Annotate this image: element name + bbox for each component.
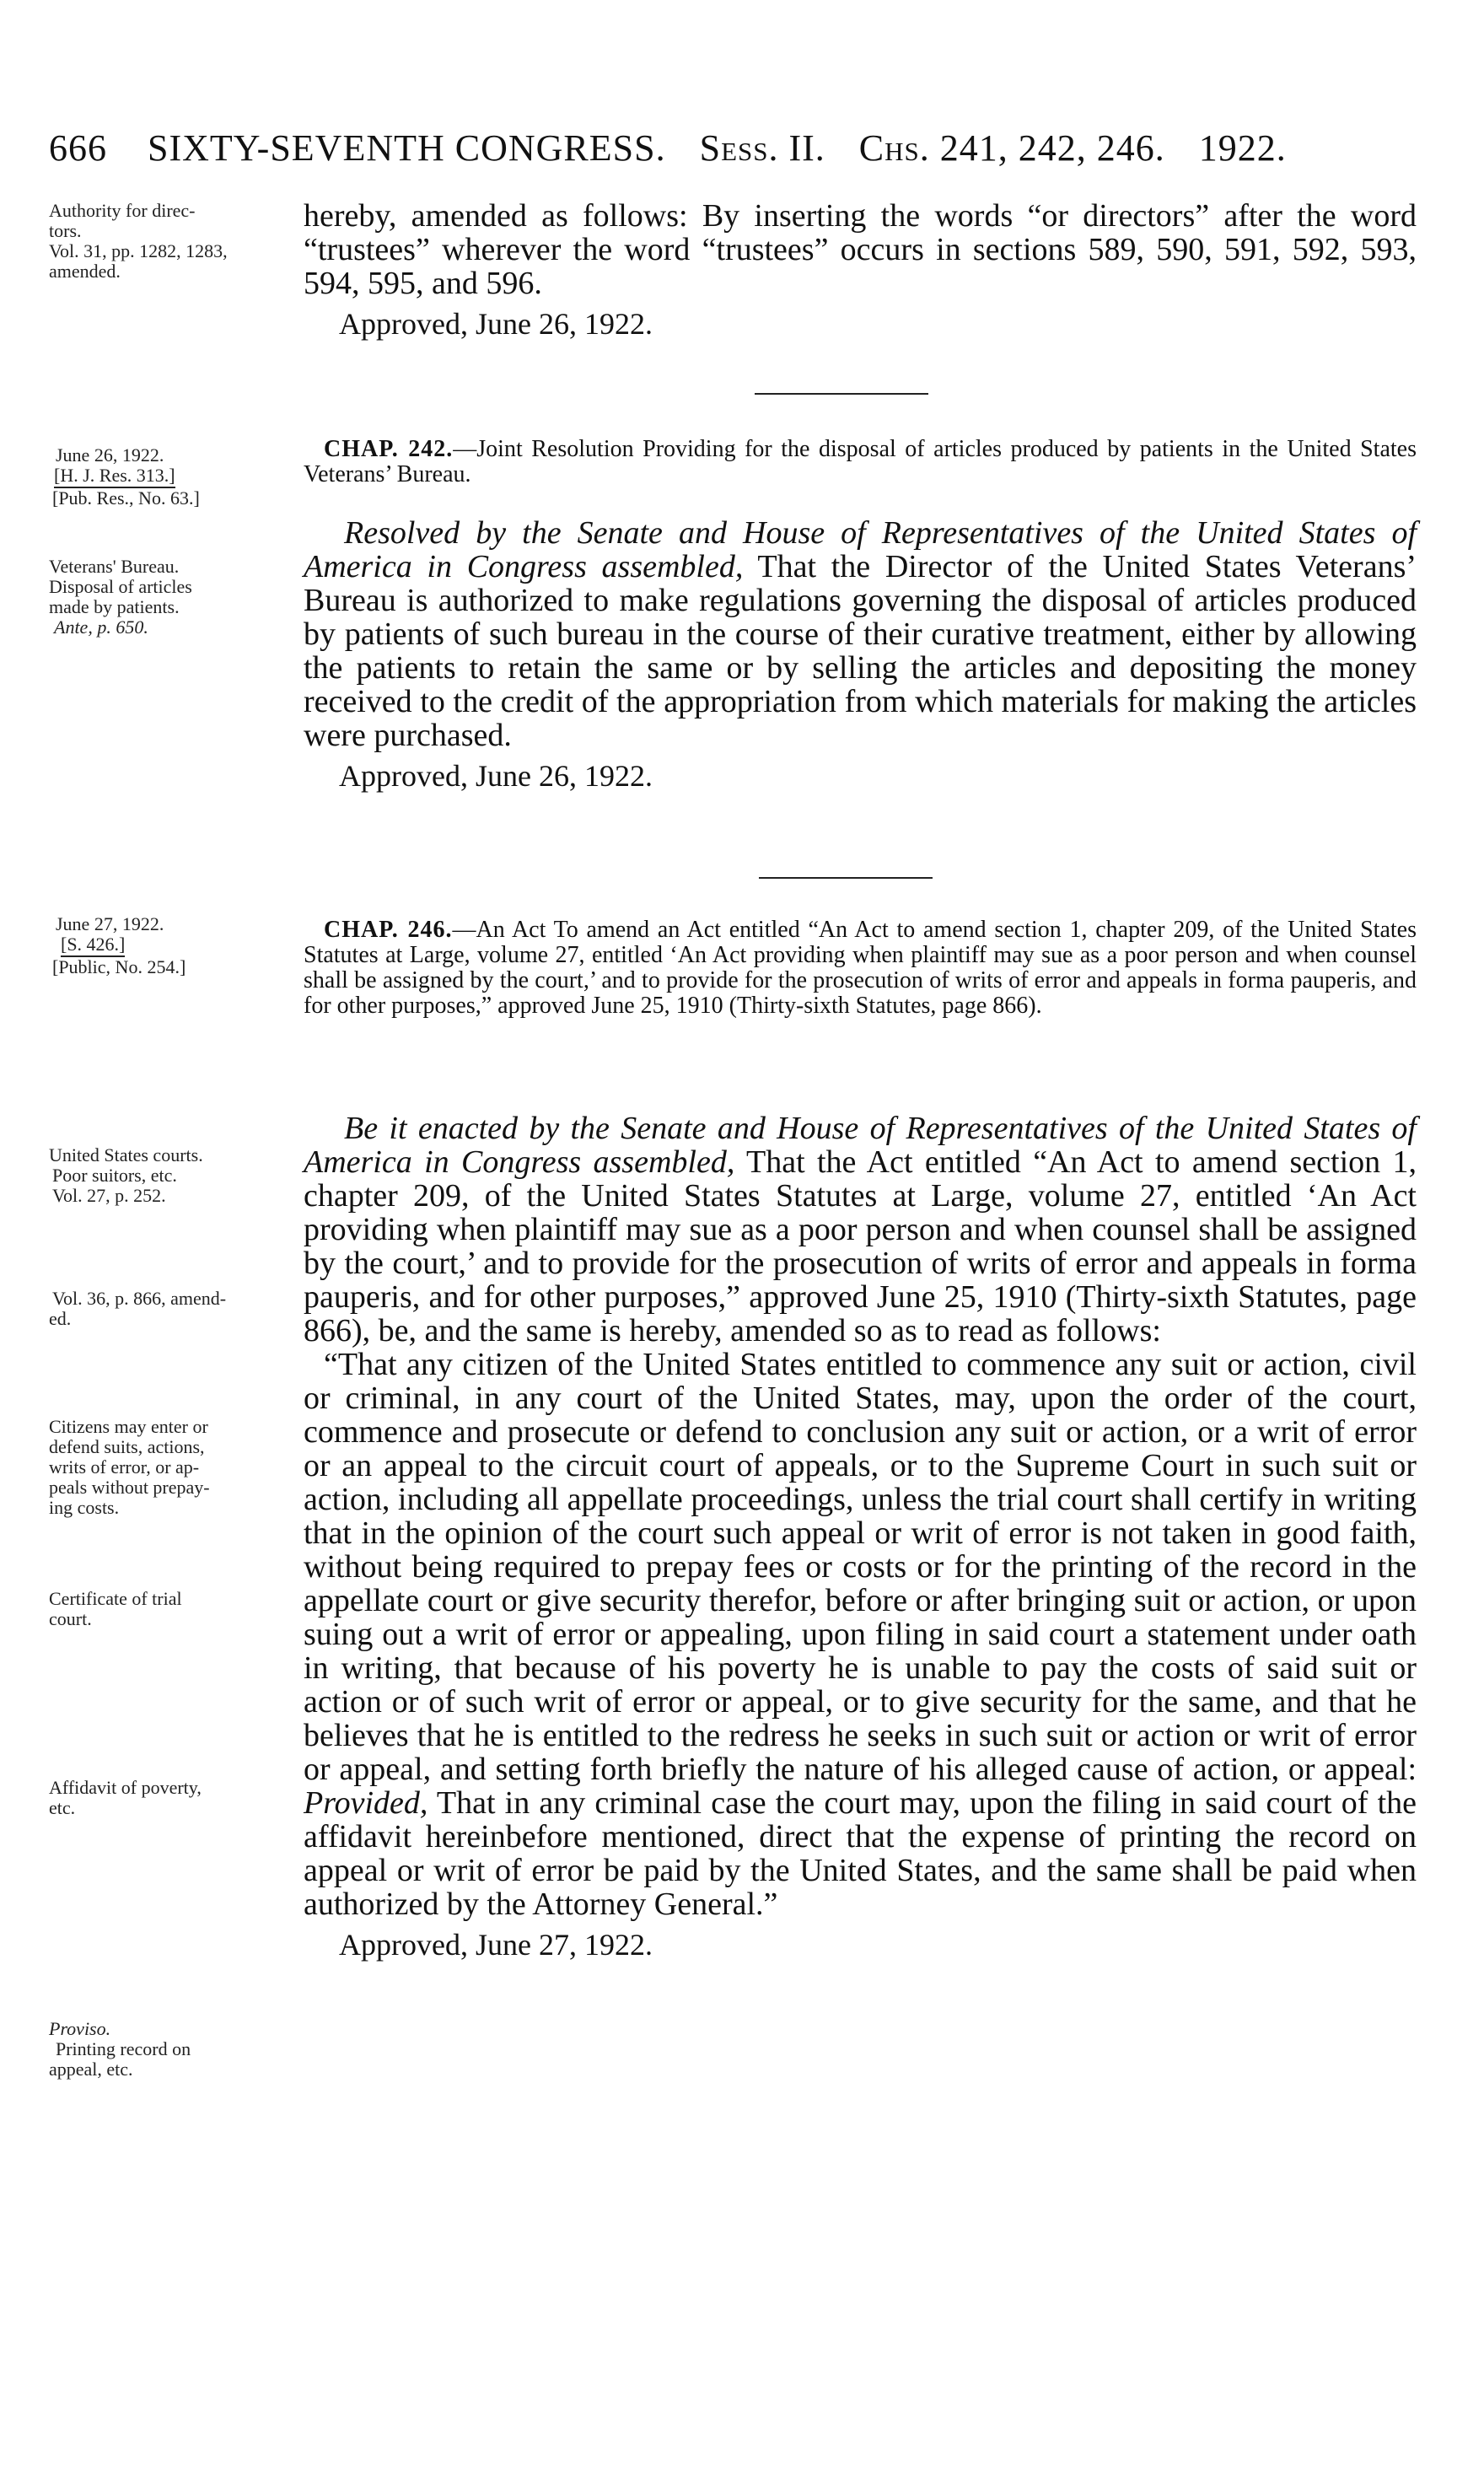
chap241-body: hereby, amended as follows: By inserting the words “or directors” after the word “trustees” wherever the word “trustees” occurs in sections 589, 590, 591, 592, 593, 594, 595, and 596. (304, 198, 1417, 301)
chap241-approved: Approved, June 26, 1922. (339, 307, 653, 341)
margin-note-authority: Authority for direc- tors. Vol. 31, pp. 1282, 1283, amended. (49, 200, 228, 282)
chapters-label: Chs. 241, 242, 246. (858, 127, 1165, 169)
margin-note-chap242-date: June 26, 1922. [H. J. Res. 313.] [Pub. Res., No. 63.] (52, 444, 200, 509)
margin-note-affidavit: Affidavit of poverty, etc. (49, 1777, 202, 1818)
chap246-enacting-paragraph: Be it enacted by the Senate and House of Representatives of the United States of America in Congress assembled, That the Act entitled “An Act to amend section 1, chapter 209, of the United States Statutes at Large, volume 27, entitled ‘An Act providing when plaintiff may sue as a poor person and when counsel shall be assigned by the court,’ and to provide for the prosecution of writs of error and appeals in forma pauperis, and for other purposes,” approved June 25, 1910 (Thirty-sixth Statutes, page 866), be, and the same is hereby, amended so as to read as follows: (304, 1111, 1417, 1348)
margin-note-proviso: Proviso. Printing record on appeal, etc. (49, 2018, 191, 2080)
margin-note-courts: United States courts. Poor suitors, etc. Vol. 27, p. 252. (49, 1144, 203, 1206)
margin-note-citizens: Citizens may enter or defend suits, actions, writs of error, or ap- peals without prepay- ing costs. (49, 1416, 210, 1518)
section-divider (755, 393, 928, 395)
margin-note-certificate: Certificate of trial court. (49, 1588, 182, 1629)
section-divider (759, 877, 933, 879)
margin-note-chap246-date: June 27, 1922. [S. 426.] [Public, No. 254.] (52, 913, 186, 977)
chap242 (304, 437, 1417, 487)
page-number: 666 (49, 127, 107, 169)
running-head (49, 126, 1398, 170)
margin-note-veterans: Veterans' Bureau. Disposal of articles made by patients. Ante, p. 650. (49, 556, 192, 638)
chap246-approved: Approved, June 27, 1922. (339, 1928, 653, 1962)
chap242-body: Resolved by the Senate and House of Representatives of the United States of America in Congress assembled, That the Director of the United States Veterans’ Bureau is authorized to make regulations governing the disposal of articles produced by patients of such bureau in the course of their curative treatment, either by allowing the patients to retain the same or by selling the articles and depositing the money received to the credit of the appropriation from which materials for making the articles were purchased. (304, 515, 1417, 753)
session-label: Sess. II. (699, 127, 825, 169)
chap242-approved: Approved, June 26, 1922. (339, 759, 653, 793)
chap246-caption: CHAP. 246.—An Act To amend an Act entitled “An Act to amend section 1, chapter 209, of the United States Statutes at Large, volume 27, entitled ‘An Act providing when plaintiff may sue as a poor person and when counsel shall be assigned by the court,’ and to provide for the prosecution of writs of error and appeals in forma pauperis, and for other purposes,” approved June 25, 1910 (Thirty-sixth Statutes, page 866). (304, 917, 1417, 1019)
chap246-text (304, 1112, 1417, 1963)
chap242-caption: CHAP. 242.—Joint Resolution Providing for the disposal of articles produced by patients in the United States Veterans’ Bureau. (304, 436, 1417, 487)
year-label: 1922. (1198, 127, 1287, 169)
congress-title: SIXTY-SEVENTH CONGRESS. (148, 127, 666, 169)
chap246-amended-text: “That any citizen of the United States entitled to commence any suit or action, civil or criminal, in any court of the United States, may, upon the order of the court, commence and prosecute or defend to conclusion any suit or action, or a writ of error or an appeal to the circuit court of appeals, or to the Supreme Court in such suit or action, including all appellate proceedings, unless the trial court shall certify in writing that in the opinion of the court such appeal or writ of error is not taken in good faith, without being required to prepay fees or costs or for the printing of the record in the appellate court or give security therefor, before or after bringing suit or action, or upon suing out a writ of error or appealing, upon filing in said court a statement under oath in writing, that because of his poverty he is unable to pay the costs of said suit or action or of such writ of error or appeal, or to give security for the same, and that he believes that he is entitled to the redress he seeks in such suit or action or writ of error or appeal, and setting forth briefly the nature of his alleged cause of action, or appeal: Provided, That in any criminal case the court may, upon the filing in said court of the affidavit hereinbefore mentioned, direct that the expense of printing the record on appeal or writ of error be paid by the United States, and the same shall be paid when authorized by the Attorney General.” (304, 1347, 1417, 1922)
chap242-text (304, 516, 1417, 794)
chap246 (304, 918, 1417, 1019)
chap241-tail (304, 199, 1417, 342)
margin-note-vol36: Vol. 36, p. 866, amend- ed. (49, 1288, 227, 1329)
